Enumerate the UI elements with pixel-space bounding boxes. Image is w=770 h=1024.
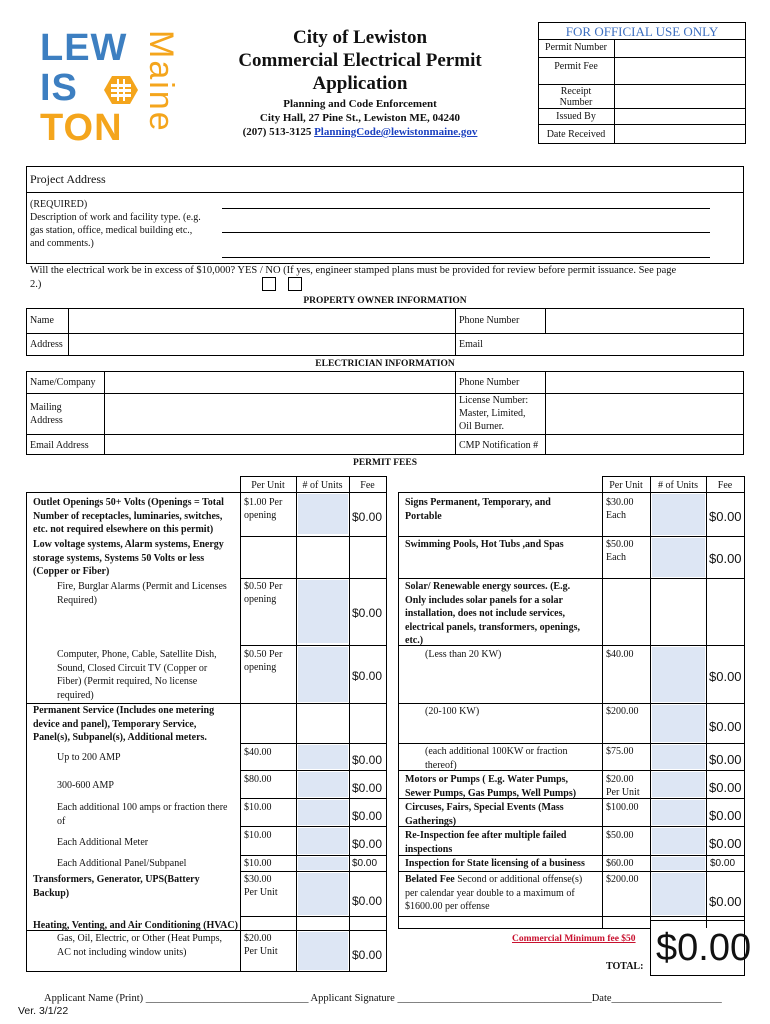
commercial-minimum-note: Commercial Minimum fee $50 (512, 934, 636, 944)
city-logo (40, 28, 190, 153)
amp200-units-input[interactable] (298, 745, 348, 769)
reinspection-units-input[interactable] (652, 828, 705, 854)
kw100-rate: $75.00 (606, 746, 634, 757)
excess-question: Will the electrical work be in excess of $10,000? YES / NO (If yes, engineer stamped plans must be provided for review before permit issuance. See page (30, 265, 677, 276)
project-address-label: Project Address (30, 172, 106, 186)
reinspection-rate: $50.00 (606, 830, 634, 841)
signs-units-input[interactable] (652, 494, 705, 535)
logo-ton: TON (40, 107, 123, 149)
gas-desc: Gas, Oil, Electric, or Other (Heat Pumps, AC not including window units) (57, 933, 222, 958)
meter-fee: $0.00 (352, 837, 383, 851)
contact-phone: (207) 513-3125 (242, 126, 312, 138)
lowvoltage-desc: Low voltage systems, Alarm systems, Energy storage systems, Systems 50 Volts or less (Copper or Fiber) (33, 539, 224, 577)
computer-desc: Computer, Phone, Cable, Satellite Dish, Sound, Closed Circuit TV (Copper or Fiber) (Permit required, No license required) (57, 649, 217, 701)
pools-fee: $0.00 (709, 551, 742, 566)
department: Planning and Code Enforcement (283, 98, 437, 110)
fees-section-title: PERMIT FEES (353, 458, 417, 468)
signs-desc: Signs Permanent, Temporary, and Portable (405, 497, 551, 522)
kw20-desc: (20-100 KW) (425, 706, 480, 717)
each100-rate: $10.00 (244, 802, 272, 813)
official-permit-fee: Permit Fee (554, 61, 598, 72)
electrician-name-label: Name/Company (30, 377, 96, 388)
official-issued-by: Issued By (556, 111, 596, 122)
electrician-table (26, 371, 744, 455)
electrician-license-label: License Number: Master, Limited, Oil Burner. (459, 395, 529, 432)
excess-question-cont: 2.) (30, 279, 42, 290)
fire-desc: Fire, Burglar Alarms (Permit and Licenses Required) (57, 581, 227, 606)
meter-desc: Each Additional Meter (57, 837, 149, 848)
owner-phone-label: Phone Number (459, 315, 520, 326)
official-date-received: Date Received (546, 129, 606, 140)
kw100-units-input[interactable] (652, 745, 705, 769)
permanent-service-desc: Permanent Service (Includes one metering device and panel), Temporary Service, Panel(s), Subpanel(s), Additional meters. (33, 705, 215, 743)
logo-hexagon-icon (102, 74, 140, 106)
outlet-units-input[interactable] (298, 494, 348, 534)
electrician-mailing-label: Mailing Address (30, 402, 63, 426)
fire-fee: $0.00 (352, 606, 383, 620)
kw20-rate: $200.00 (606, 706, 639, 717)
panel-desc: Each Additional Panel/Subpanel (57, 858, 187, 869)
amp300-fee: $0.00 (352, 781, 383, 795)
circus-rate: $100.00 (606, 802, 639, 813)
gas-fee: $0.00 (352, 948, 383, 962)
less20-fee: $0.00 (709, 669, 742, 684)
pools-units-input[interactable] (652, 538, 705, 577)
state-licensing-rate: $60.00 (606, 858, 634, 869)
transformers-desc: Transformers, Generator, UPS(Battery Backup) (33, 874, 200, 899)
owner-name-label: Name (30, 315, 54, 326)
desc-line-1[interactable] (222, 208, 710, 209)
page-title-line3: Application (312, 73, 408, 94)
transformers-fee: $0.00 (352, 894, 383, 908)
page-title-line2: Commercial Electrical Permit (238, 50, 482, 71)
motors-fee: $0.00 (709, 780, 742, 795)
computer-fee: $0.00 (352, 669, 383, 683)
no-checkbox[interactable] (288, 277, 302, 291)
panel-units-input[interactable] (298, 857, 348, 870)
page-title-line1: City of Lewiston (292, 27, 428, 48)
reinspection-desc: Re-Inspection fee after multiple failed inspections (405, 830, 567, 855)
desc-line-2[interactable] (222, 232, 710, 233)
left-col-per-unit: Per Unit (251, 480, 285, 491)
amp300-desc: 300-600 AMP (57, 780, 114, 791)
kw100-desc: (each additional 100KW or fraction thereof) (425, 746, 568, 771)
official-receipt-number: Receipt Number (559, 86, 593, 108)
circus-units-input[interactable] (652, 800, 705, 825)
official-use-title: FOR OFFICIAL USE ONLY (565, 24, 719, 39)
pools-desc: Swimming Pools, Hot Tubs ,and Spas (405, 539, 564, 550)
less20-units-input[interactable] (652, 647, 705, 702)
state-licensing-units-input[interactable] (652, 857, 705, 870)
state-licensing-fee: $0.00 (710, 858, 736, 869)
reinspection-fee: $0.00 (709, 836, 742, 851)
gas-units-input[interactable] (298, 932, 348, 970)
city-address: City Hall, 27 Pine St., Lewiston ME, 04240 (259, 112, 461, 124)
amp200-desc: Up to 200 AMP (57, 752, 121, 763)
transformers-rate: $30.00 Per Unit (244, 874, 278, 898)
kw20-fee: $0.00 (709, 719, 742, 734)
outlet-rate: $1.00 Per opening (244, 497, 283, 521)
hvac-desc: Heating, Venting, and Air Conditioning (HVAC) (33, 920, 238, 931)
owner-address-label: Address (30, 339, 63, 350)
less20-desc: (Less than 20 KW) (425, 649, 502, 660)
outlet-fee: $0.00 (352, 510, 383, 524)
outlet-desc: Outlet Openings 50+ Volts (Openings = Total Number of receptacles, luminaries, switches, etc. not required elsewhere on this permit) (33, 497, 224, 535)
meter-rate: $10.00 (244, 830, 272, 841)
gas-rate: $20.00 Per Unit (244, 933, 278, 957)
owner-section-title: PROPERTY OWNER INFORMATION (303, 296, 467, 306)
less20-rate: $40.00 (606, 649, 634, 660)
signs-fee: $0.00 (709, 509, 742, 524)
belated-rate: $200.00 (606, 874, 639, 885)
right-col-units: # of Units (658, 480, 698, 491)
kw20-units-input[interactable] (652, 705, 705, 742)
computer-units-input[interactable] (298, 647, 348, 702)
amp200-rate: $40.00 (244, 747, 272, 758)
total-label: TOTAL: (606, 961, 644, 972)
panel-fee: $0.00 (352, 858, 378, 869)
electrician-email-label: Email Address (30, 440, 89, 451)
each100-units-input[interactable] (298, 800, 348, 825)
solar-desc: Solar/ Renewable energy sources. (E.g. Only includes solar panels for a solar installation, does not include services, electrical panels, transformers, openings, etc.) (405, 581, 580, 646)
logo-lew: LEW (40, 27, 128, 69)
fire-units-input[interactable] (298, 580, 348, 643)
version-label: Ver. 3/1/22 (18, 1005, 69, 1017)
panel-rate: $10.00 (244, 858, 272, 869)
motors-rate: $20.00 Per Unit (606, 774, 640, 798)
owner-name-input[interactable] (70, 310, 453, 331)
desc-line-3[interactable] (222, 257, 710, 258)
signs-rate: $30.00 Each (606, 497, 634, 521)
contact-email-link[interactable]: PlanningCode@lewistonmaine.gov (314, 126, 478, 138)
electrician-phone-label: Phone Number (459, 377, 520, 388)
amp300-rate: $80.00 (244, 774, 272, 785)
computer-rate: $0.50 Per opening (244, 649, 283, 673)
left-col-fee: Fee (360, 480, 375, 491)
electrician-section-title: ELECTRICIAN INFORMATION (315, 359, 455, 369)
belated-units-input[interactable] (652, 873, 705, 915)
logo-is: IS (40, 67, 78, 109)
motors-desc: Motors or Pumps ( E.g. Water Pumps, Sewer Pumps, Gas Pumps, Well Pumps) (405, 774, 577, 799)
contact-line (200, 125, 520, 139)
circus-fee: $0.00 (709, 808, 742, 823)
belated-fee: $0.00 (709, 894, 742, 909)
yes-checkbox[interactable] (262, 277, 276, 291)
circus-desc: Circuses, Fairs, Special Events (Mass Gatherings) (405, 802, 564, 827)
kw100-fee: $0.00 (709, 752, 742, 767)
amp200-fee: $0.00 (352, 753, 383, 767)
each100-desc: Each additional 100 amps or fraction there of (57, 802, 228, 827)
owner-email-label: Email (459, 339, 483, 350)
applicant-signature-line[interactable]: Applicant Name (Print) _______________________________ Applicant Signature _____________________________________Date_____________________ (44, 993, 722, 1004)
project-desc-label: (REQUIRED) Description of work and facility type. (e.g. gas station, office, medical building etc., and comments.) (30, 199, 201, 249)
official-permit-number: Permit Number (545, 42, 607, 53)
belated-desc: Belated Fee Second or additional offense(s) per calendar year double to a maximum of $1600.00 per offense (405, 874, 583, 912)
electrician-cmp-label: CMP Notification # (459, 440, 539, 451)
total-value: $0.00 (656, 927, 752, 969)
official-permit-number-field[interactable] (615, 40, 745, 57)
left-col-units: # of Units (302, 480, 343, 491)
right-col-per-unit: Per Unit (609, 480, 643, 491)
project-address-input[interactable] (120, 168, 742, 190)
transformers-units-input[interactable] (298, 873, 348, 915)
amp300-units-input[interactable] (298, 772, 348, 797)
state-licensing-desc: Inspection for State licensing of a business (405, 858, 585, 869)
right-col-fee: Fee (717, 480, 733, 491)
logo-maine: Maine (142, 30, 180, 133)
fire-rate: $0.50 Per opening (244, 581, 283, 605)
pools-rate: $50.00 Each (606, 539, 634, 563)
meter-units-input[interactable] (298, 828, 348, 854)
motors-units-input[interactable] (652, 772, 705, 797)
each100-fee: $0.00 (352, 809, 383, 823)
